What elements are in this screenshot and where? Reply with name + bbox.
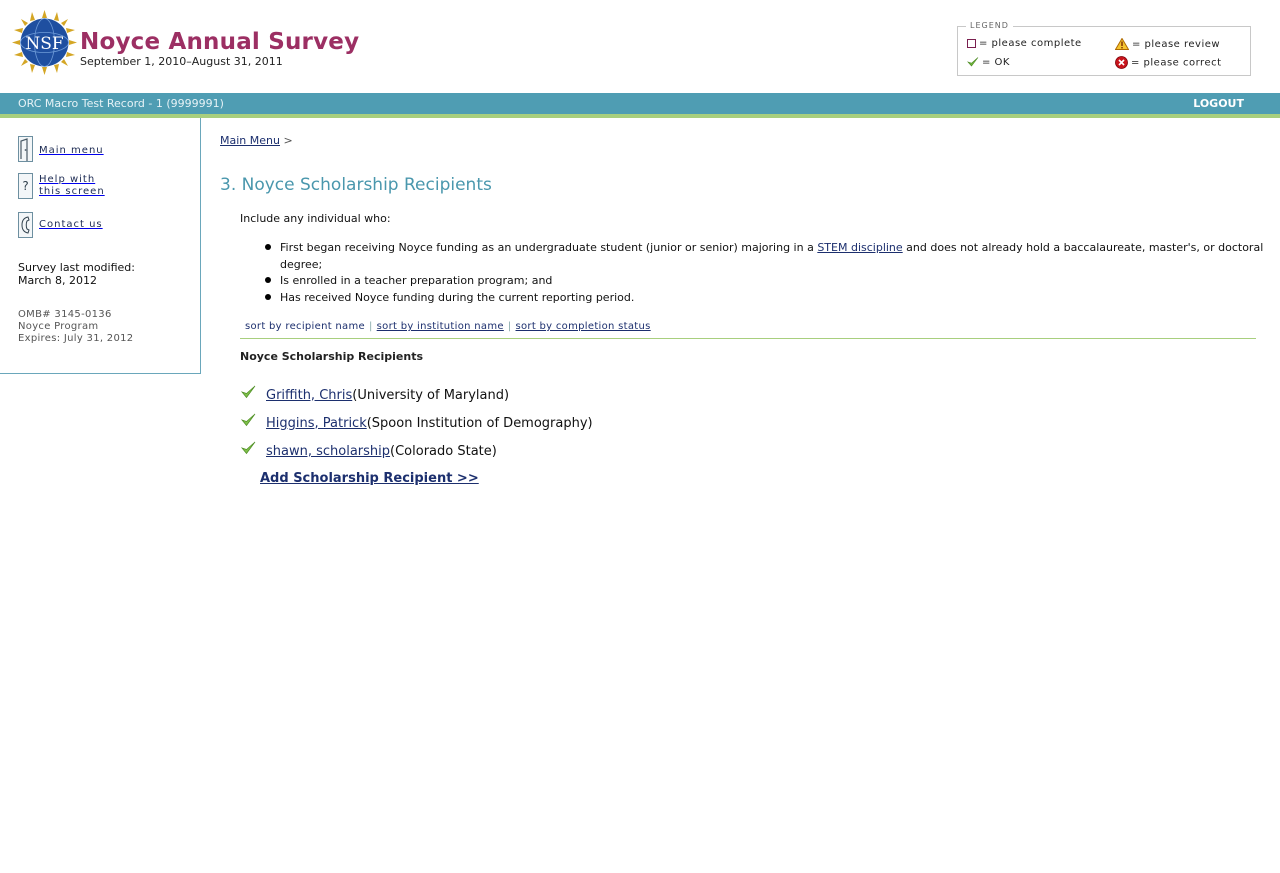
sidebar (0, 118, 201, 374)
section-title: Noyce Scholarship Recipients (240, 350, 424, 363)
help-icon (18, 173, 33, 199)
stem-discipline-link[interactable]: STEM discipline (817, 241, 903, 254)
recipient-name-link[interactable]: Griffith, Chris (266, 387, 353, 403)
check-icon (240, 412, 256, 428)
incomplete-box-icon (967, 39, 976, 48)
check-icon (240, 384, 256, 400)
legend-ok: = OK (967, 56, 1010, 68)
recipient-name-link[interactable]: Higgins, Patrick (266, 415, 367, 431)
sort-by-institution-link[interactable]: sort by institution name (376, 321, 504, 332)
breadcrumb (220, 134, 293, 147)
legend-please-complete: = please complete (967, 38, 1082, 49)
breadcrumb-main-menu[interactable]: Main Menu (220, 134, 280, 147)
sidebar-item-label: Main menu (39, 145, 104, 156)
sidebar-item-main-menu[interactable] (18, 136, 104, 162)
criteria-item: Has received Noyce funding during the current reporting period. (264, 290, 1264, 307)
legend-please-correct: = please correct (1115, 56, 1222, 69)
svg-text:?: ? (22, 179, 29, 193)
program-name: Noyce Program (18, 321, 99, 332)
sort-options: sort by recipient name | sort by institution name | sort by completion status (245, 321, 651, 332)
criteria-item: Is enrolled in a teacher preparation program; and (264, 273, 1264, 290)
recipient-name-link[interactable]: shawn, scholarship (266, 443, 391, 459)
modified-label: Survey last modified: (18, 261, 135, 274)
nsf-logo (12, 10, 77, 75)
legend (957, 21, 1251, 76)
check-icon (967, 56, 979, 68)
add-recipient-link[interactable]: Add Scholarship Recipient >> (260, 471, 479, 486)
list-item (240, 381, 593, 409)
phone-icon (18, 212, 33, 238)
expiration: Expires: July 31, 2012 (18, 333, 134, 344)
survey-dates: September 1, 2010–August 31, 2011 (80, 55, 283, 68)
sort-by-recipient-link[interactable]: sort by recipient name (245, 321, 365, 332)
criteria-item: First began receiving Noyce funding as an undergraduate student (junior or senior) majoring in a STEM discipline and does not already hold a baccalaureate, master's, or doctoral degree; (264, 240, 1264, 273)
recipient-list (240, 381, 593, 465)
omb-info (18, 309, 133, 345)
check-icon (240, 440, 256, 456)
legend-please-review: = please review (1115, 38, 1220, 50)
warning-icon (1115, 38, 1129, 50)
app-title: Noyce Annual Survey (80, 29, 360, 55)
page-title: 3. Noyce Scholarship Recipients (220, 175, 492, 195)
list-item (240, 409, 593, 437)
survey-modified (18, 261, 135, 287)
sidebar-item-label: Contact us (39, 219, 103, 230)
recipient-institution: (Spoon Institution of Demography) (366, 415, 593, 431)
top-bar (0, 93, 1280, 114)
breadcrumb-separator: > (283, 134, 293, 147)
list-item (240, 437, 593, 465)
legend-title: LEGEND (966, 21, 1013, 30)
recipient-institution: (Colorado State) (390, 443, 497, 459)
logout-link[interactable]: LOGOUT (1193, 97, 1244, 110)
omb-number: OMB# 3145-0136 (18, 309, 112, 320)
sidebar-item-contact[interactable] (18, 212, 103, 238)
modified-date: March 8, 2012 (18, 274, 98, 287)
intro-text: Include any individual who: (240, 212, 391, 225)
criteria-list (264, 240, 1264, 306)
sidebar-item-label: Help with this screen (39, 174, 105, 197)
header (0, 0, 1280, 93)
record-label: ORC Macro Test Record - 1 (9999991) (18, 97, 224, 110)
logo-text: NSF (25, 34, 64, 54)
recipient-institution: (University of Maryland) (352, 387, 510, 403)
sidebar-item-help[interactable] (18, 173, 105, 199)
door-icon (18, 136, 33, 162)
divider (240, 338, 1256, 339)
sort-by-status-link[interactable]: sort by completion status (515, 321, 651, 332)
error-icon (1115, 56, 1128, 69)
